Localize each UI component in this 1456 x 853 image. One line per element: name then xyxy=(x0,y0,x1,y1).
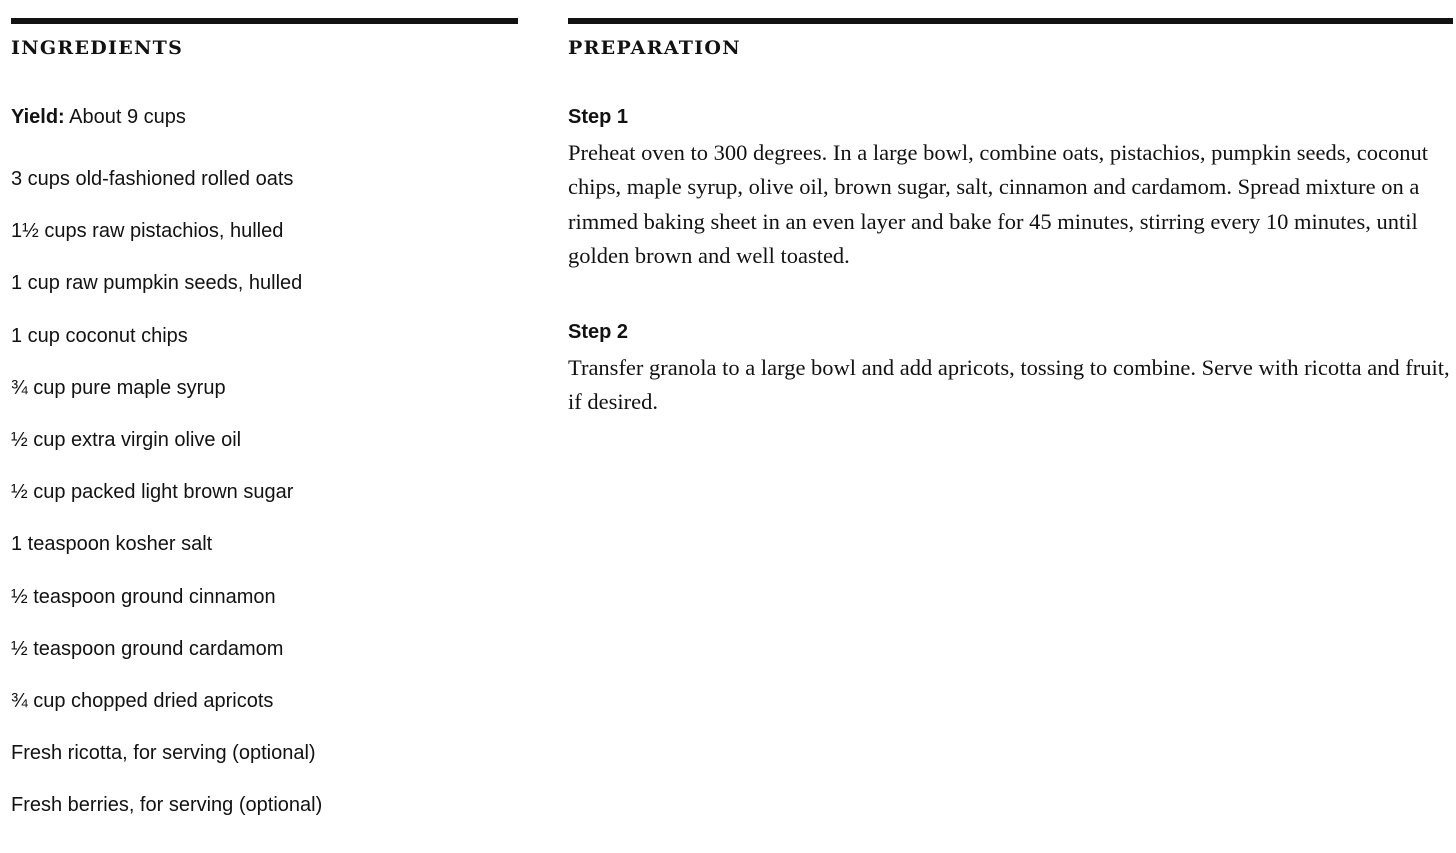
ingredient-item: Fresh ricotta, for serving (optional) xyxy=(11,742,316,765)
step-label: Step 2 xyxy=(568,321,629,343)
ingredient-item: ½ cup extra virgin olive oil xyxy=(11,428,242,451)
yield-value: About 9 cups xyxy=(69,106,186,128)
ingredient-item: 1½ cups raw pistachios, hulled xyxy=(11,220,284,243)
preparation-step xyxy=(568,319,1453,420)
step-text: Preheat oven to 300 degrees. In a large bowl, combine oats, pistachios, pumpkin seeds, coconut chips, maple syrup, olive oil, brown sugar, salt, cinnamon and cardamom. Spread mixture on a rimmed baking sheet in an even layer and bake for 45 minutes, stirring every 10 minutes, until golden brown and well toasted. xyxy=(568,140,1428,269)
ingredient-item: ¾ cup chopped dried apricots xyxy=(11,689,274,712)
ingredient-item: 3 cups old-fashioned rolled oats xyxy=(11,168,294,190)
ingredient-item: 1 cup coconut chips xyxy=(11,324,188,347)
yield-label: Yield: xyxy=(11,106,65,128)
ingredient-item: ½ teaspoon ground cardamom xyxy=(11,637,284,660)
ingredients-top-rule xyxy=(11,18,518,24)
preparation-step xyxy=(568,104,1453,274)
step-label: Step 1 xyxy=(568,106,629,128)
preparation-section xyxy=(568,18,1453,415)
ingredient-list xyxy=(11,166,322,844)
step-text: Transfer granola to a large bowl and add apricots, tossing to combine. Serve with ricotta and fruit, if desired. xyxy=(568,355,1450,415)
ingredients-section xyxy=(11,18,518,817)
ingredient-item: ½ cup packed light brown sugar xyxy=(11,481,294,504)
ingredients-heading: INGREDIENTS xyxy=(11,37,184,59)
yield-line xyxy=(11,104,186,130)
ingredient-item: Fresh berries, for serving (optional) xyxy=(11,794,323,817)
ingredient-item: ½ teaspoon ground cinnamon xyxy=(11,585,276,608)
preparation-heading: PREPARATION xyxy=(568,37,741,59)
preparation-top-rule xyxy=(568,18,1453,24)
ingredient-item: 1 teaspoon kosher salt xyxy=(11,533,213,556)
ingredient-item: ¾ cup pure maple syrup xyxy=(11,376,226,399)
ingredient-item: 1 cup raw pumpkin seeds, hulled xyxy=(11,272,303,295)
